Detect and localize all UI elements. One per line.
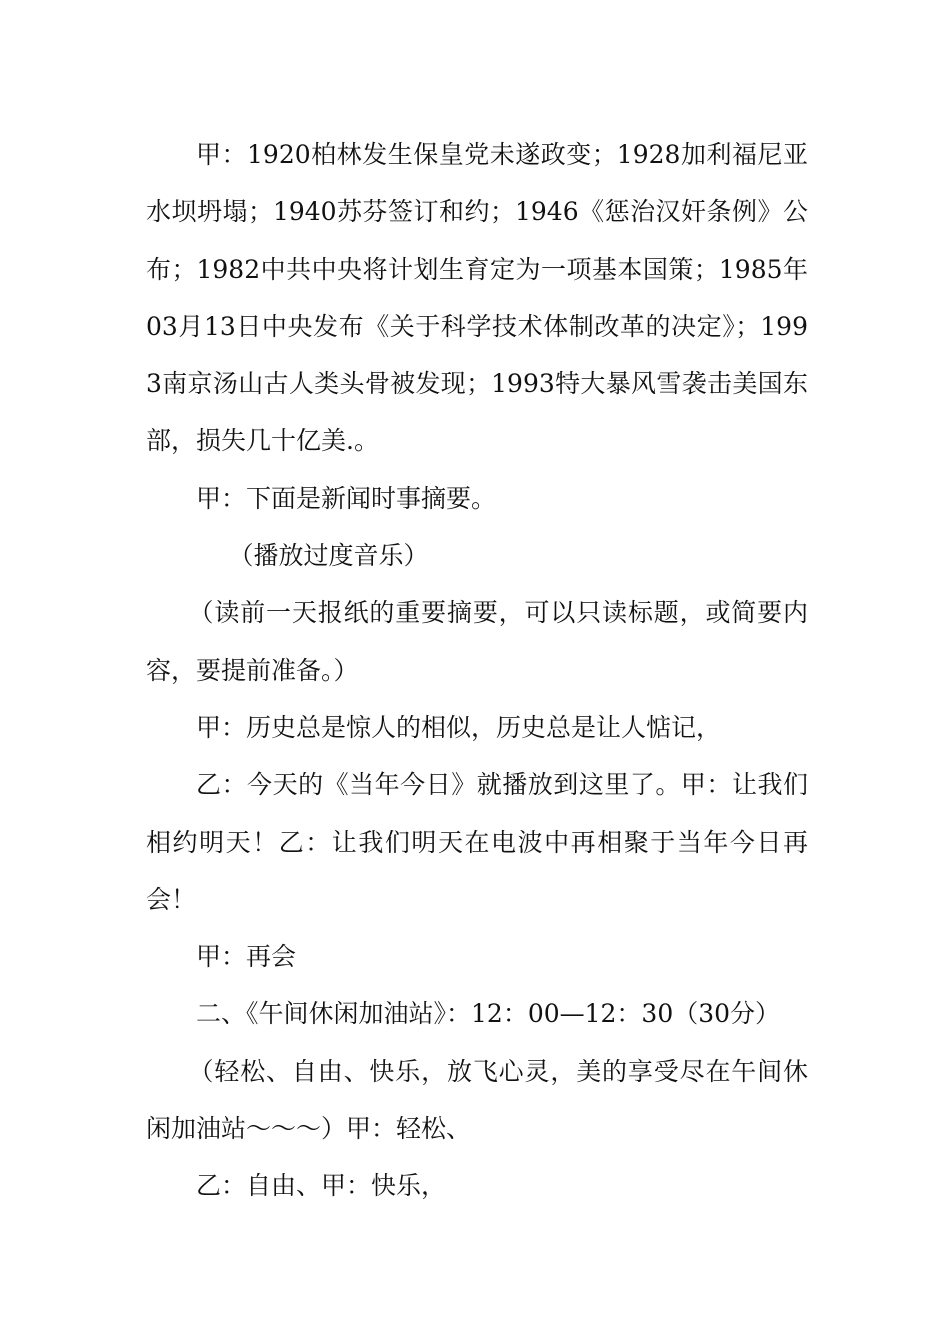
document-body	[146, 126, 808, 1215]
paragraph-music-note: （播放过度音乐）	[228, 541, 429, 571]
paragraph-history-events: 甲：1920柏林发生保皇党未遂政变；1928加利福尼亚水坝坍塌；1940苏芬签订和约；1946《惩治汉奸条例》公布；1982中共中央将计划生育定为一项基本国策；1985年03月13日中央发布《关于科学技术体制改革的决定》；1993南京汤山古人类头骨被发现；1993特大暴风雪袭击美国东部，损失几十亿美.。	[146, 140, 808, 456]
paragraph-news-intro: 甲：下面是新闻时事摘要。	[196, 483, 497, 513]
paragraph-farewell: 甲：再会	[196, 942, 297, 972]
section-heading-noon-station: 二、《午间休闲加油站》：12：00—12：30（30分）	[196, 999, 781, 1029]
paragraph-noon-intro: （轻松、自由、快乐，放飞心灵，美的享受尽在午间休闲加油站～～～）甲：轻松、	[146, 1056, 808, 1144]
paragraph-reading-note: （读前一天报纸的重要摘要，可以只读标题，或简要内容，要提前准备。）	[146, 598, 808, 685]
paragraph-history-remark: 甲：历史总是惊人的相似，历史总是让人惦记，	[196, 712, 722, 742]
paragraph-closing-dialogue: 乙：今天的《当年今日》就播放到这里了。甲：让我们相约明天！乙：让我们明天在电波中再相聚于当年今日再会！	[146, 770, 808, 914]
paragraph-noon-dialogue: 乙：自由、甲：快乐，	[196, 1171, 447, 1201]
